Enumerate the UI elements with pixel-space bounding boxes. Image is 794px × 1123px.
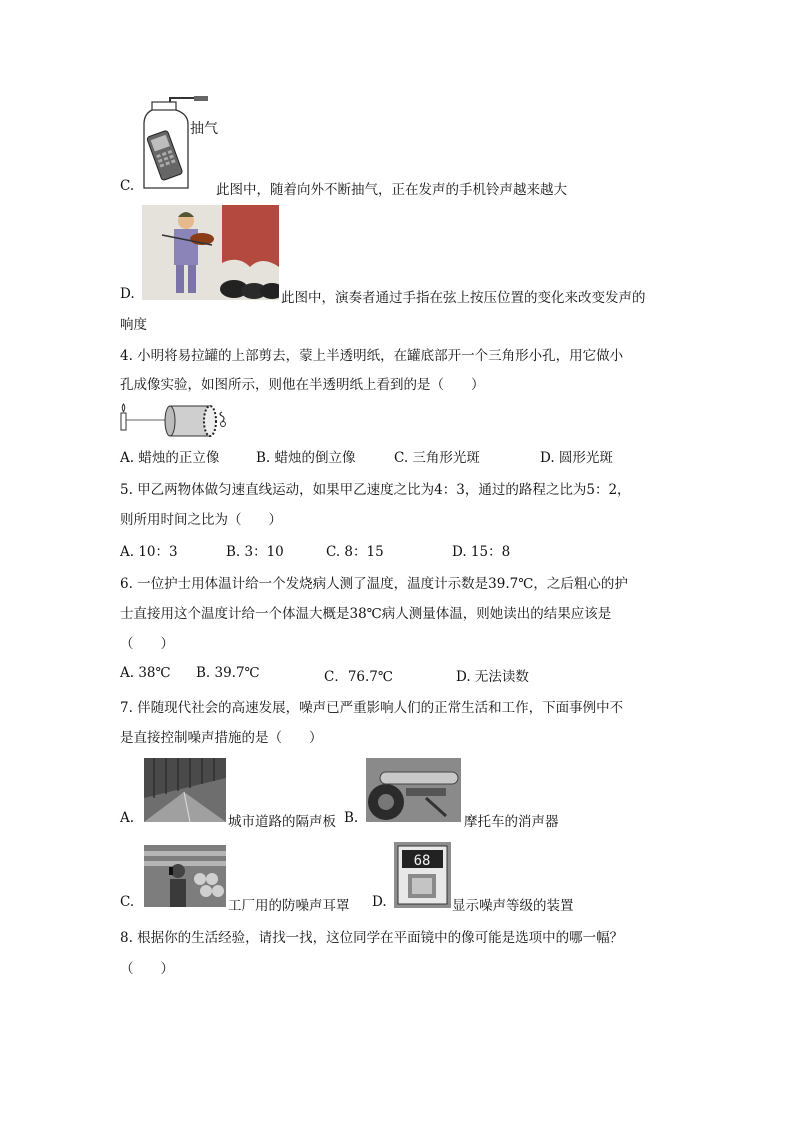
q4-option-a: A. 蜡烛的正立像 <box>120 450 220 466</box>
motorcycle-muffler-photo <box>366 758 461 822</box>
q5-option-a: A. 10：3 <box>120 544 178 560</box>
q5-option-c: C. 8：15 <box>326 544 384 560</box>
violinist-figure <box>142 205 279 300</box>
q7-line1: 7. 伴随现代社会的高速发展，噪声已严重影响人们的正常生活和工作，下面事例中不 <box>120 700 624 716</box>
q7-option-a-letter: A. <box>120 810 135 826</box>
q7-option-d-text: 显示噪声等级的装置 <box>452 898 574 914</box>
q7-option-d-letter: D. <box>372 894 387 910</box>
sound-barrier-photo <box>144 758 226 822</box>
q7-option-c-text: 工厂用的防噪声耳罩 <box>228 898 350 914</box>
option-d-text-cont: 响度 <box>120 317 147 333</box>
q5-option-b: B. 3：10 <box>226 544 284 560</box>
q7-option-a-text: 城市道路的隔声板 <box>228 814 336 830</box>
q7-option-c-letter: C. <box>120 894 135 910</box>
q5-line2: 则所用时间之比为（ ） <box>120 512 282 528</box>
q7-option-b-letter: B. <box>344 810 359 826</box>
q6-line2: 士直接用这个温度计给一个体温大概是38℃病人测量体温，则她读出的结果应该是 <box>120 606 612 622</box>
q6-line3: （ ） <box>120 636 174 652</box>
option-d-text: 此图中，演奏者通过手指在弦上按压位置的变化来改变发声的 <box>281 290 646 306</box>
q6-line1: 6. 一位护士用体温计给一个发烧病人测了温度，温度计示数是39.7℃，之后粗心的护 <box>120 576 628 592</box>
q8-line2: （ ） <box>120 961 174 977</box>
q7-option-b-text: 摩托车的消声器 <box>464 814 559 830</box>
q4-line1: 4. 小明将易拉罐的上部剪去，蒙上半透明纸，在罐底部开一个三角形小孔，用它做小 <box>120 348 624 364</box>
option-d-letter: D. <box>120 286 135 302</box>
option-c-text: 此图中，随着向外不断抽气，正在发声的手机铃声越来越大 <box>216 182 567 198</box>
q4-line2: 孔成像实验，如图所示，则他在半透明纸上看到的是（ ） <box>120 377 485 393</box>
q6-option-c: C．76.7℃ <box>324 669 393 685</box>
q6-option-a: A. 38℃ <box>120 665 171 681</box>
noise-meter-photo <box>394 842 451 908</box>
q6-option-d: D. 无法读数 <box>456 669 529 685</box>
q4-option-b: B. 蜡烛的倒立像 <box>256 450 356 466</box>
q4-option-c: C. 三角形光斑 <box>394 450 480 466</box>
q5-option-d: D. 15：8 <box>452 544 511 560</box>
q5-line1: 5. 甲乙两物体做匀速直线运动，如果甲乙速度之比为4：3，通过的路程之比为5：2， <box>120 482 631 498</box>
bottle-label: 抽气 <box>190 120 218 136</box>
pinhole-camera-figure <box>118 398 236 440</box>
option-c-letter: C. <box>120 178 135 194</box>
q6-option-b: B. 39.7℃ <box>196 665 260 681</box>
q7-line2: 是直接控制噪声措施的是（ ） <box>120 730 323 746</box>
noise-meter-value: 68 <box>413 853 431 869</box>
factory-earmuffs-photo <box>144 845 226 907</box>
q8-line1: 8. 根据你的生活经验，请找一找，这位同学在平面镜中的像可能是选项中的哪一幅？ <box>120 930 624 946</box>
q4-option-d: D. 圆形光斑 <box>540 450 613 466</box>
